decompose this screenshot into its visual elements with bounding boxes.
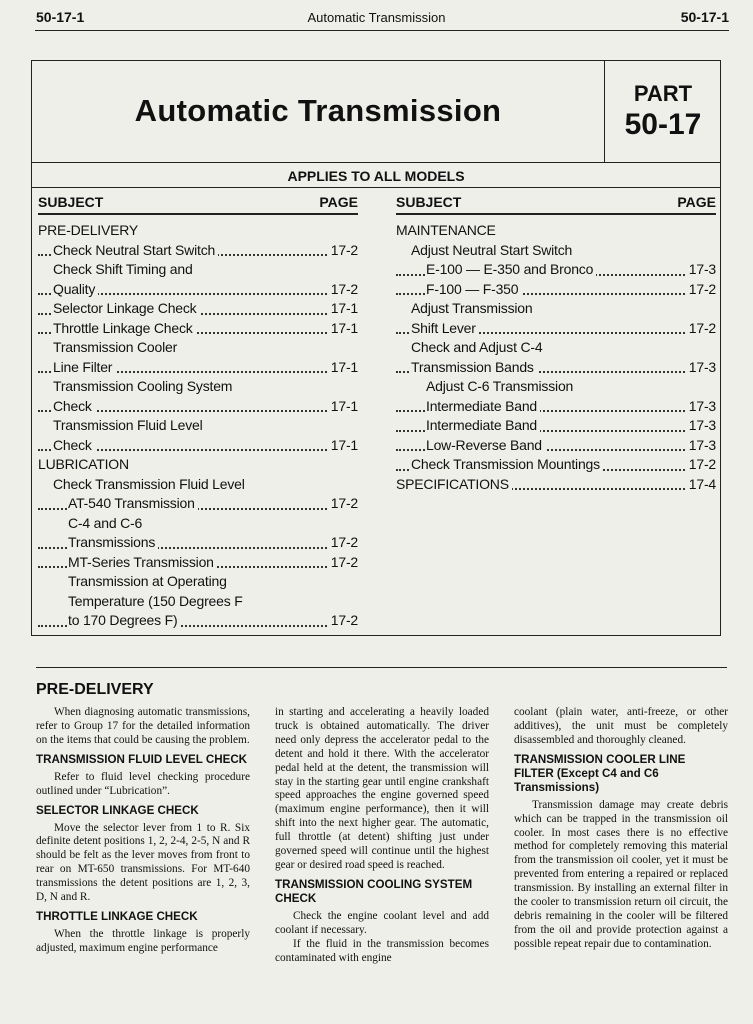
toc-entry-page: 17-2 — [687, 280, 716, 300]
toc-entry — [38, 533, 358, 553]
toc-entry — [38, 592, 358, 612]
section-heading: PRE-DELIVERY — [36, 681, 154, 698]
toc-entry-title: Transmission at Operating — [68, 573, 230, 589]
toc-entry — [38, 611, 358, 631]
toc-entry-title: MAINTENANCE — [396, 222, 499, 238]
toc-entry-title: Check Neutral Start Switch — [53, 242, 218, 258]
toc-entry — [396, 221, 716, 241]
toc-entry-title: Shift Lever — [411, 320, 479, 336]
toc-entry-title: Check and Adjust C-4 — [411, 339, 545, 355]
body-column-3 — [514, 706, 728, 952]
body-column-2 — [275, 706, 489, 966]
toc-entry — [396, 436, 716, 456]
subheading-cooling-system: TRANSMISSION COOLING SYSTEM CHECK — [275, 877, 473, 905]
toc-entry-page: 17-2 — [329, 533, 358, 553]
toc-entry-page: 17-3 — [687, 416, 716, 436]
toc-entry-title: Quality — [53, 281, 98, 297]
toc-entry — [38, 416, 358, 436]
subheading-fluid-level: TRANSMISSION FLUID LEVEL CHECK — [36, 752, 248, 766]
toc-entry-page: 17-1 — [329, 319, 358, 339]
toc-entry — [38, 397, 358, 417]
page-number-right: 50-17-1 — [680, 9, 729, 25]
title-row — [32, 61, 720, 163]
toc-entry-title: Check Transmission Mountings — [411, 456, 603, 472]
toc-list-right — [396, 221, 716, 494]
toc-entry-page: 17-1 — [329, 358, 358, 378]
toc-entry — [38, 358, 358, 378]
paragraph: When diagnosing automatic transmissions, refer to Group 17 for the detailed information on the items that could be causing the problem. — [36, 706, 250, 746]
toc-entry — [38, 572, 358, 592]
toc-entry-title: Intermediate Band — [426, 417, 540, 433]
toc-entry-page: 17-1 — [329, 397, 358, 417]
toc-column-right — [396, 193, 716, 494]
toc-entry-page: 17-1 — [329, 299, 358, 319]
toc-entry — [38, 319, 358, 339]
toc-entry — [38, 280, 358, 300]
page-label: PAGE — [319, 194, 358, 210]
paragraph: Check the engine coolant level and add coolant if necessary. — [275, 909, 489, 936]
subheading-cooler-line-filter: TRANSMISSION COOLER LINE FILTER (Except C4 and C6 Transmissions) — [514, 752, 686, 794]
toc-entry — [396, 299, 716, 319]
toc-entry-title: Transmissions — [68, 534, 158, 550]
paragraph: Refer to fluid level checking procedure outlined under “Lubrication”. — [36, 770, 250, 797]
toc-entry-title: Temperature (150 Degrees F — [68, 593, 246, 609]
header-rule — [35, 30, 729, 31]
toc-entry-page: 17-2 — [329, 280, 358, 300]
running-title: Automatic Transmission — [307, 10, 446, 25]
toc-entry — [38, 299, 358, 319]
toc-entry — [396, 455, 716, 475]
toc-entry — [38, 553, 358, 573]
toc-entry-page: 17-3 — [687, 260, 716, 280]
toc-entry-title: Line Filter — [53, 359, 115, 375]
subheading-selector-linkage: SELECTOR LINKAGE CHECK — [36, 803, 199, 817]
toc-entry-title: AT-540 Transmission — [68, 495, 198, 511]
toc-entry-title: Transmission Cooling System — [53, 378, 235, 394]
toc-entry-title: Selector Linkage Check — [53, 300, 199, 316]
subheading-throttle-linkage: THROTTLE LINKAGE CHECK — [36, 909, 198, 923]
toc-entry — [38, 436, 358, 456]
toc-entry-title: Check Transmission Fluid Level — [53, 476, 248, 492]
toc-entry — [396, 416, 716, 436]
paragraph: coolant (plain water, anti-freeze, or other additives), the unit must be completely disassembled and thoroughly cleaned. — [514, 706, 728, 746]
paragraph: Transmission damage may create debris which can be trapped in the transmission oil cooler. In most cases there is no effective method for completely removing this material from the transmission oil cooler, yet it must be prevented from entering a repaired or replaced transmission. By installing an external filter in the cooler to transmission return oil circuit, the debris remaining in the cooler will be filtered from the oil and provide protection against a possible repeat repair due to contamination. — [514, 798, 728, 950]
toc-entry-title: Adjust Neutral Start Switch — [411, 242, 575, 258]
paragraph: If the fluid in the transmission becomes contaminated with engine — [275, 937, 489, 964]
toc-entry-title: Transmission Cooler — [53, 339, 180, 355]
toc-entry-title: SPECIFICATIONS — [396, 476, 512, 492]
paragraph: Move the selector lever from 1 to R. Six definite detent positions 1, 2, 2-4, 2-5, N and R should be felt as the lever moves from front to rear on MT-650 transmissions. For MT-640 transmissions the detent positions are 1, 2, 3, D, N and R. — [36, 821, 250, 904]
toc-entry — [38, 494, 358, 514]
paragraph: in starting and accelerating a heavily loaded truck is obtained automatically. The driver need only depress the accelerator pedal to the detent and hold it there. With the accelerator pedal held at the detent, the transmission will stay in the starting gear until engine crankshaft speed approaches the engine governed speed (maximum engine performance), then it will shift into the next higher gear. The automatic, full throttle (at detent) shifting just under governed speed will continue until the highest gear or desired road speed is reached. — [275, 706, 489, 871]
toc-entry-title: LUBRICATION — [38, 456, 132, 472]
toc-entry-title: E-100 — E-350 and Bronco — [426, 261, 596, 277]
toc-entry — [38, 260, 358, 280]
toc-entry-page: 17-3 — [687, 397, 716, 417]
part-label: PART — [633, 81, 693, 106]
toc-entry-title: Check Shift Timing and — [53, 261, 196, 277]
toc-entry — [38, 455, 358, 475]
toc-entry-page: 17-3 — [687, 358, 716, 378]
toc-entry-title: Transmission Fluid Level — [53, 417, 206, 433]
toc-entry-title: MT-Series Transmission — [68, 554, 217, 570]
toc-entry — [38, 377, 358, 397]
toc-entry-page: 17-2 — [329, 241, 358, 261]
toc-entry-page: 17-2 — [687, 319, 716, 339]
part-cell — [604, 61, 721, 162]
page-number-left: 50-17-1 — [36, 9, 85, 25]
toc-entry-page: 17-3 — [687, 436, 716, 456]
toc-entry — [396, 260, 716, 280]
toc-entry-title: Transmission Bands — [411, 359, 537, 375]
toc-entry — [396, 475, 716, 495]
toc-entry-page: 17-4 — [687, 475, 716, 495]
toc-entry — [38, 221, 358, 241]
toc-entry-title: Adjust C-6 Transmission — [426, 378, 576, 394]
part-number: 50-17 — [624, 108, 702, 141]
toc-entry-title: PRE-DELIVERY — [38, 222, 141, 238]
toc-entry-title: Check — [53, 398, 95, 414]
toc-entry-page: 17-2 — [329, 611, 358, 631]
page-label: PAGE — [677, 194, 716, 210]
toc-entry — [396, 338, 716, 358]
toc-column-header — [38, 193, 358, 215]
contents-box — [31, 60, 721, 636]
toc-entry — [396, 280, 716, 300]
applies-banner: APPLIES TO ALL MODELS — [32, 163, 720, 188]
page-title: Automatic Transmission — [134, 93, 502, 128]
toc-entry-title: Adjust Transmission — [411, 300, 535, 316]
body-column-1 — [36, 706, 250, 956]
toc-entry — [396, 358, 716, 378]
toc-entry-title: F-100 — F-350 — [426, 281, 521, 297]
toc-entry — [38, 514, 358, 534]
toc-entry — [38, 338, 358, 358]
paragraph: When the throttle linkage is properly adjusted, maximum engine performance — [36, 927, 250, 954]
toc-entry-title: to 170 Degrees F) — [68, 612, 180, 628]
toc-entry — [38, 241, 358, 261]
toc-entry-title: C-4 and C-6 — [68, 515, 145, 531]
toc-entry-title: Intermediate Band — [426, 398, 540, 414]
toc-entry — [396, 397, 716, 417]
toc-entry — [38, 475, 358, 495]
toc-entry — [396, 241, 716, 261]
toc-entry-page: 17-1 — [329, 436, 358, 456]
toc-list-left — [38, 221, 358, 631]
toc-entry — [396, 377, 716, 397]
toc-entry-page: 17-2 — [329, 494, 358, 514]
toc-entry — [396, 319, 716, 339]
subject-label: SUBJECT — [38, 194, 104, 210]
subject-label: SUBJECT — [396, 194, 462, 210]
toc-entry-page: 17-2 — [687, 455, 716, 475]
toc-entry-title: Low-Reverse Band — [426, 437, 545, 453]
toc-column-header — [396, 193, 716, 215]
toc-entry-title: Throttle Linkage Check — [53, 320, 196, 336]
section-rule — [36, 667, 727, 668]
toc-entry-title: Check — [53, 437, 95, 453]
toc-column-left — [38, 193, 358, 631]
toc-entry-page: 17-2 — [329, 553, 358, 573]
